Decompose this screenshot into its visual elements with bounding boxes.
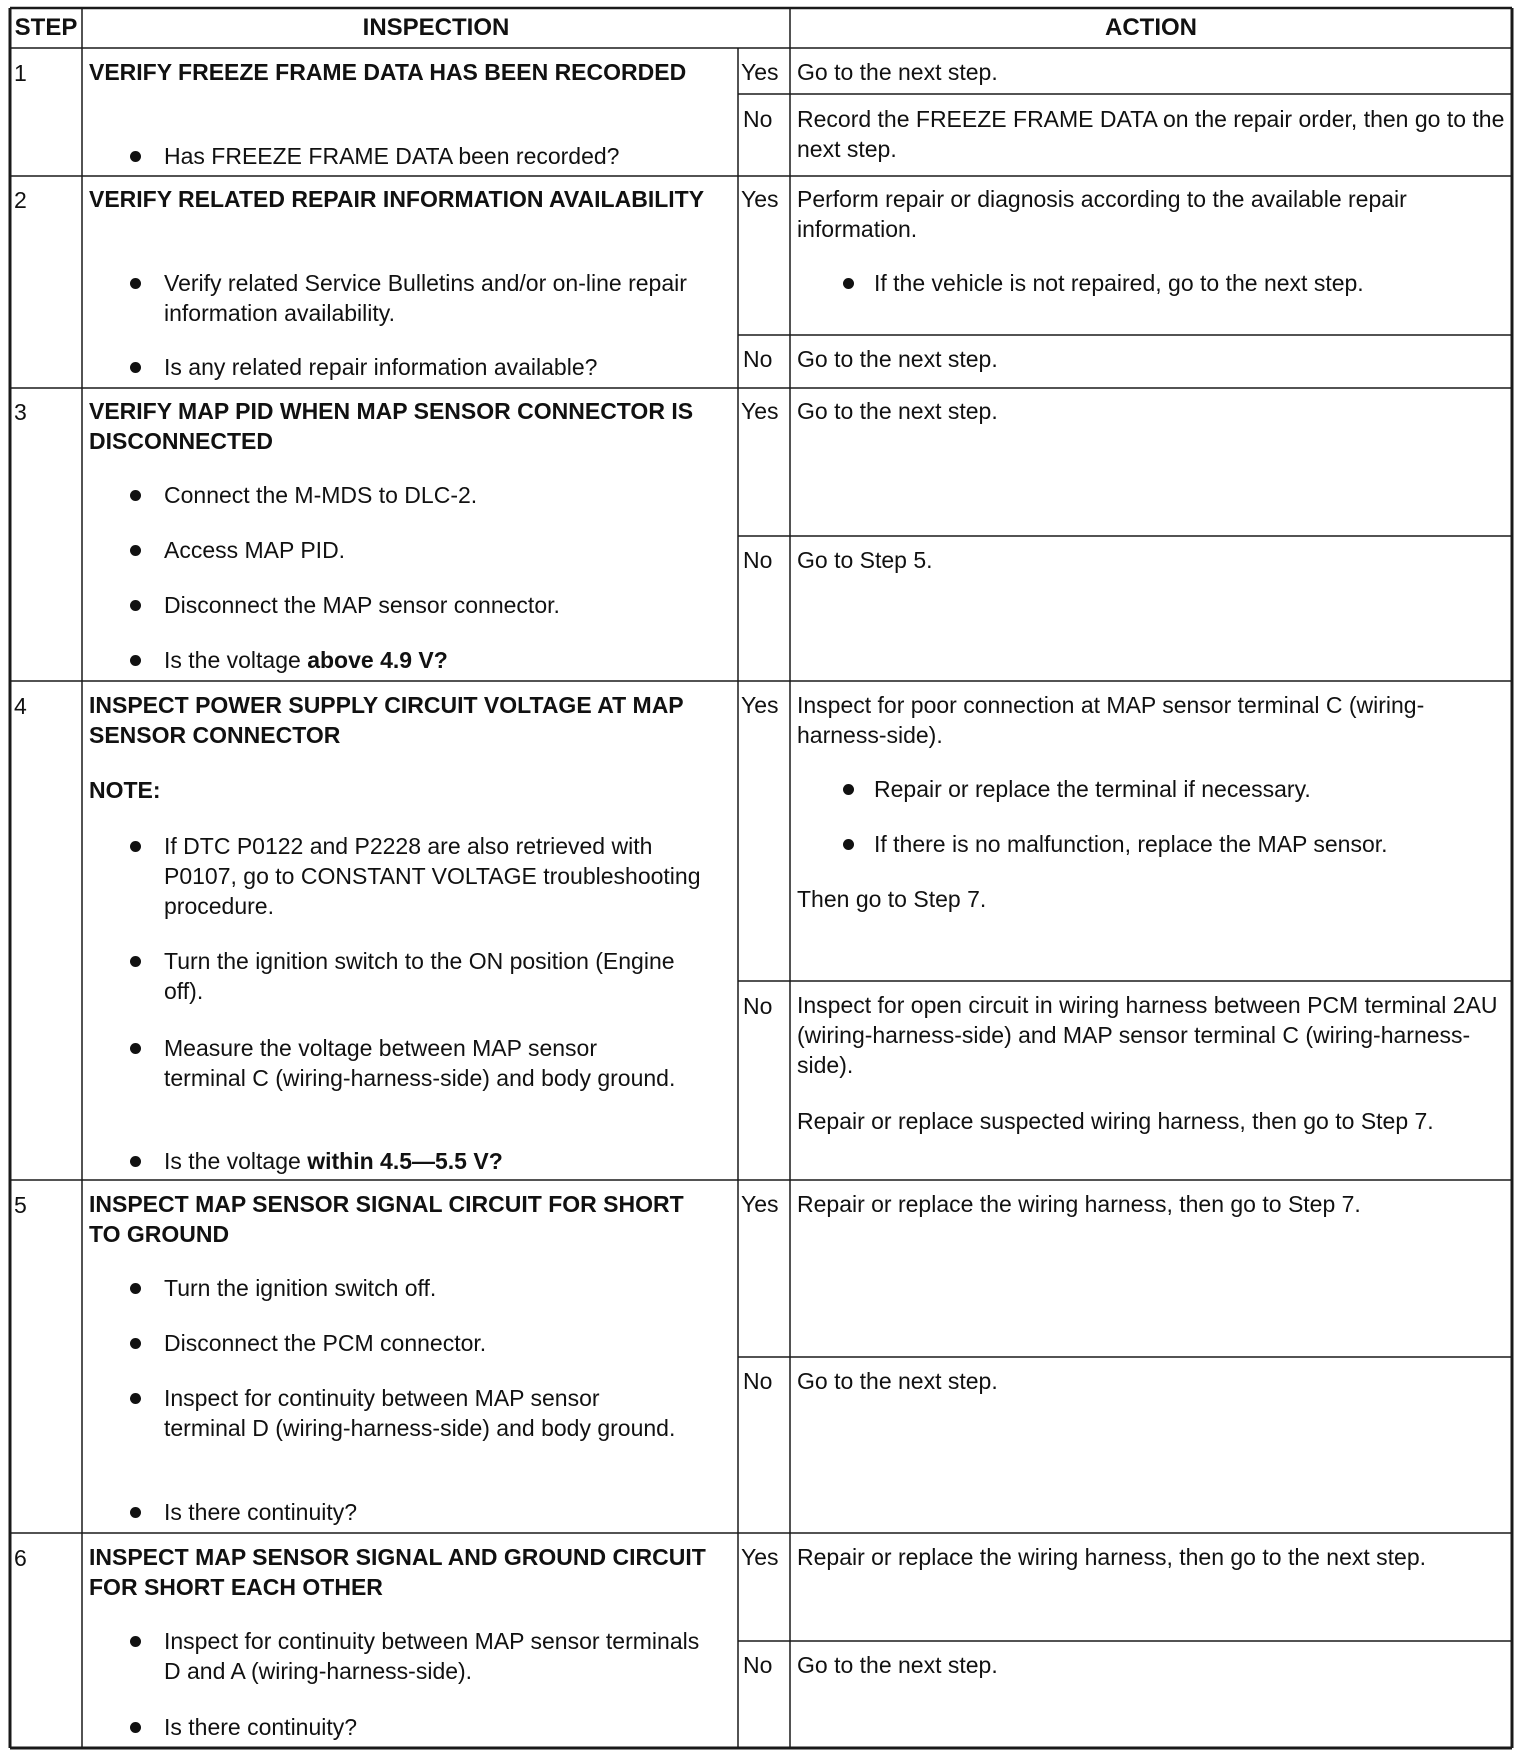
step-3-number: 3 (14, 399, 27, 425)
bullet-icon (130, 1393, 141, 1404)
step-4-yes-action: Inspect for poor connection at MAP sensor terminal C (wiring-harness-side). (797, 692, 1425, 748)
step-3-no-action: Go to Step 5. (797, 547, 933, 573)
step-1-bullet-1: Has FREEZE FRAME DATA been recorded? (164, 143, 620, 169)
step-5-yes-label: Yes (741, 1191, 779, 1217)
bullet-icon (130, 600, 141, 611)
step-3-title: VERIFY MAP PID WHEN MAP SENSOR CONNECTOR IS DISCONNECTED (89, 398, 694, 454)
step-4-no-label: No (743, 993, 773, 1019)
step-2-title: VERIFY RELATED REPAIR INFORMATION AVAILABILITY (89, 186, 705, 212)
bullet-icon (130, 1722, 141, 1733)
step-1-title: VERIFY FREEZE FRAME DATA HAS BEEN RECORDED (89, 59, 687, 85)
bullet-icon (130, 1507, 141, 1518)
step-5-bullet-1: Turn the ignition switch off. (164, 1275, 437, 1301)
step-6-yes-action: Repair or replace the wiring harness, then go to the next step. (797, 1544, 1427, 1570)
step-3-question-value: above 4.9 V? (307, 647, 448, 673)
step-6-no-action: Go to the next step. (797, 1652, 998, 1678)
step-4-bullet-3: Measure the voltage between MAP sensor terminal C (wiring-harness-side) and body ground. (164, 1035, 676, 1091)
step-1-no-action: Record the FREEZE FRAME DATA on the repair order, then go to the next step. (797, 106, 1505, 162)
bullet-icon (130, 490, 141, 501)
header-action: ACTION (1105, 14, 1197, 41)
bullet-icon (130, 956, 141, 967)
step-6-title: INSPECT MAP SENSOR SIGNAL AND GROUND CIRCUIT FOR SHORT EACH OTHER (89, 1544, 706, 1600)
step-6-yes-label: Yes (741, 1544, 779, 1570)
step-3-bullet-3: Disconnect the MAP sensor connector. (164, 592, 560, 618)
step-5-bullet-2: Disconnect the PCM connector. (164, 1330, 487, 1356)
step-4-bullet-2: Turn the ignition switch to the ON position (Engine off). (164, 948, 675, 1004)
step-5-number: 5 (14, 1192, 27, 1218)
step-5-no-action: Go to the next step. (797, 1368, 998, 1394)
step-3-no-label: No (743, 547, 773, 573)
step-3-yes-label: Yes (741, 398, 779, 424)
bullet-icon (130, 278, 141, 289)
step-4-question-text: Is the voltage (164, 1148, 308, 1174)
bullet-icon (130, 1338, 141, 1349)
header-step: STEP (14, 14, 78, 41)
bullet-icon (130, 841, 141, 852)
step-4-yes-then: Then go to Step 7. (797, 886, 987, 912)
bullet-icon (130, 151, 141, 162)
step-5-yes-action: Repair or replace the wiring harness, then go to Step 7. (797, 1191, 1361, 1217)
step-5-bullet-3: Inspect for continuity between MAP sensor terminal D (wiring-harness-side) and body ground. (164, 1385, 676, 1441)
step-3-question-text: Is the voltage (164, 647, 308, 673)
step-2-yes-action: Perform repair or diagnosis according to the available repair information. (797, 186, 1407, 242)
step-2-yes-bullet-1: If the vehicle is not repaired, go to the next step. (874, 270, 1364, 296)
bullet-icon (130, 545, 141, 556)
step-4-bullet-1: If DTC P0122 and P2228 are also retrieved with P0107, go to CONSTANT VOLTAGE troubleshooting procedure. (164, 833, 701, 919)
step-5-bullet-4: Is there continuity? (164, 1499, 358, 1525)
step-1-yes-action: Go to the next step. (797, 59, 998, 85)
step-4-question (164, 1146, 724, 1176)
step-4-yes-bullet-1: Repair or replace the terminal if necessary. (874, 776, 1311, 802)
step-2-no-label: No (743, 346, 773, 372)
step-4-title: INSPECT POWER SUPPLY CIRCUIT VOLTAGE AT MAP SENSOR CONNECTOR (89, 692, 684, 748)
bullet-icon (130, 1636, 141, 1647)
step-3-yes-action: Go to the next step. (797, 398, 998, 424)
step-6-bullet-1: Inspect for continuity between MAP sensor terminals D and A (wiring-harness-side). (164, 1628, 700, 1684)
step-1-no-label: No (743, 106, 773, 132)
step-1-number: 1 (14, 60, 27, 86)
step-4-number: 4 (14, 693, 27, 719)
step-6-number: 6 (14, 1545, 27, 1571)
header-inspection: INSPECTION (362, 14, 510, 41)
bullet-icon (843, 784, 854, 795)
step-4-yes-bullet-2: If there is no malfunction, replace the MAP sensor. (874, 831, 1388, 857)
step-1-yes-label: Yes (741, 59, 779, 85)
step-6-no-label: No (743, 1652, 773, 1678)
step-3-bullet-1: Connect the M-MDS to DLC-2. (164, 482, 478, 508)
step-5-no-label: No (743, 1368, 773, 1394)
bullet-icon (843, 839, 854, 850)
step-5-title: INSPECT MAP SENSOR SIGNAL CIRCUIT FOR SHORT TO GROUND (89, 1191, 684, 1247)
step-6-bullet-2: Is there continuity? (164, 1714, 358, 1740)
step-2-no-action: Go to the next step. (797, 346, 998, 372)
step-4-note: NOTE: (89, 777, 161, 803)
step-4-no-then: Repair or replace suspected wiring harness, then go to Step 7. (797, 1108, 1434, 1134)
step-2-number: 2 (14, 187, 27, 213)
step-2-yes-label: Yes (741, 186, 779, 212)
bullet-icon (843, 278, 854, 289)
step-4-question-value: within 4.5—5.5 V? (307, 1148, 503, 1174)
step-4-no-action: Inspect for open circuit in wiring harness between PCM terminal 2AU (wiring-harness-side) and MAP sensor terminal C (wiring-harness-side). (797, 992, 1498, 1078)
bullet-icon (130, 1043, 141, 1054)
bullet-icon (130, 1283, 141, 1294)
step-4-yes-label: Yes (741, 692, 779, 718)
step-3-bullet-2: Access MAP PID. (164, 537, 346, 563)
step-2-bullet-1: Verify related Service Bulletins and/or on-line repair information availability. (164, 270, 687, 326)
step-3-question (164, 645, 724, 675)
bullet-icon (130, 655, 141, 666)
bullet-icon (130, 1156, 141, 1167)
step-2-bullet-2: Is any related repair information available? (164, 354, 598, 380)
bullet-icon (130, 362, 141, 373)
